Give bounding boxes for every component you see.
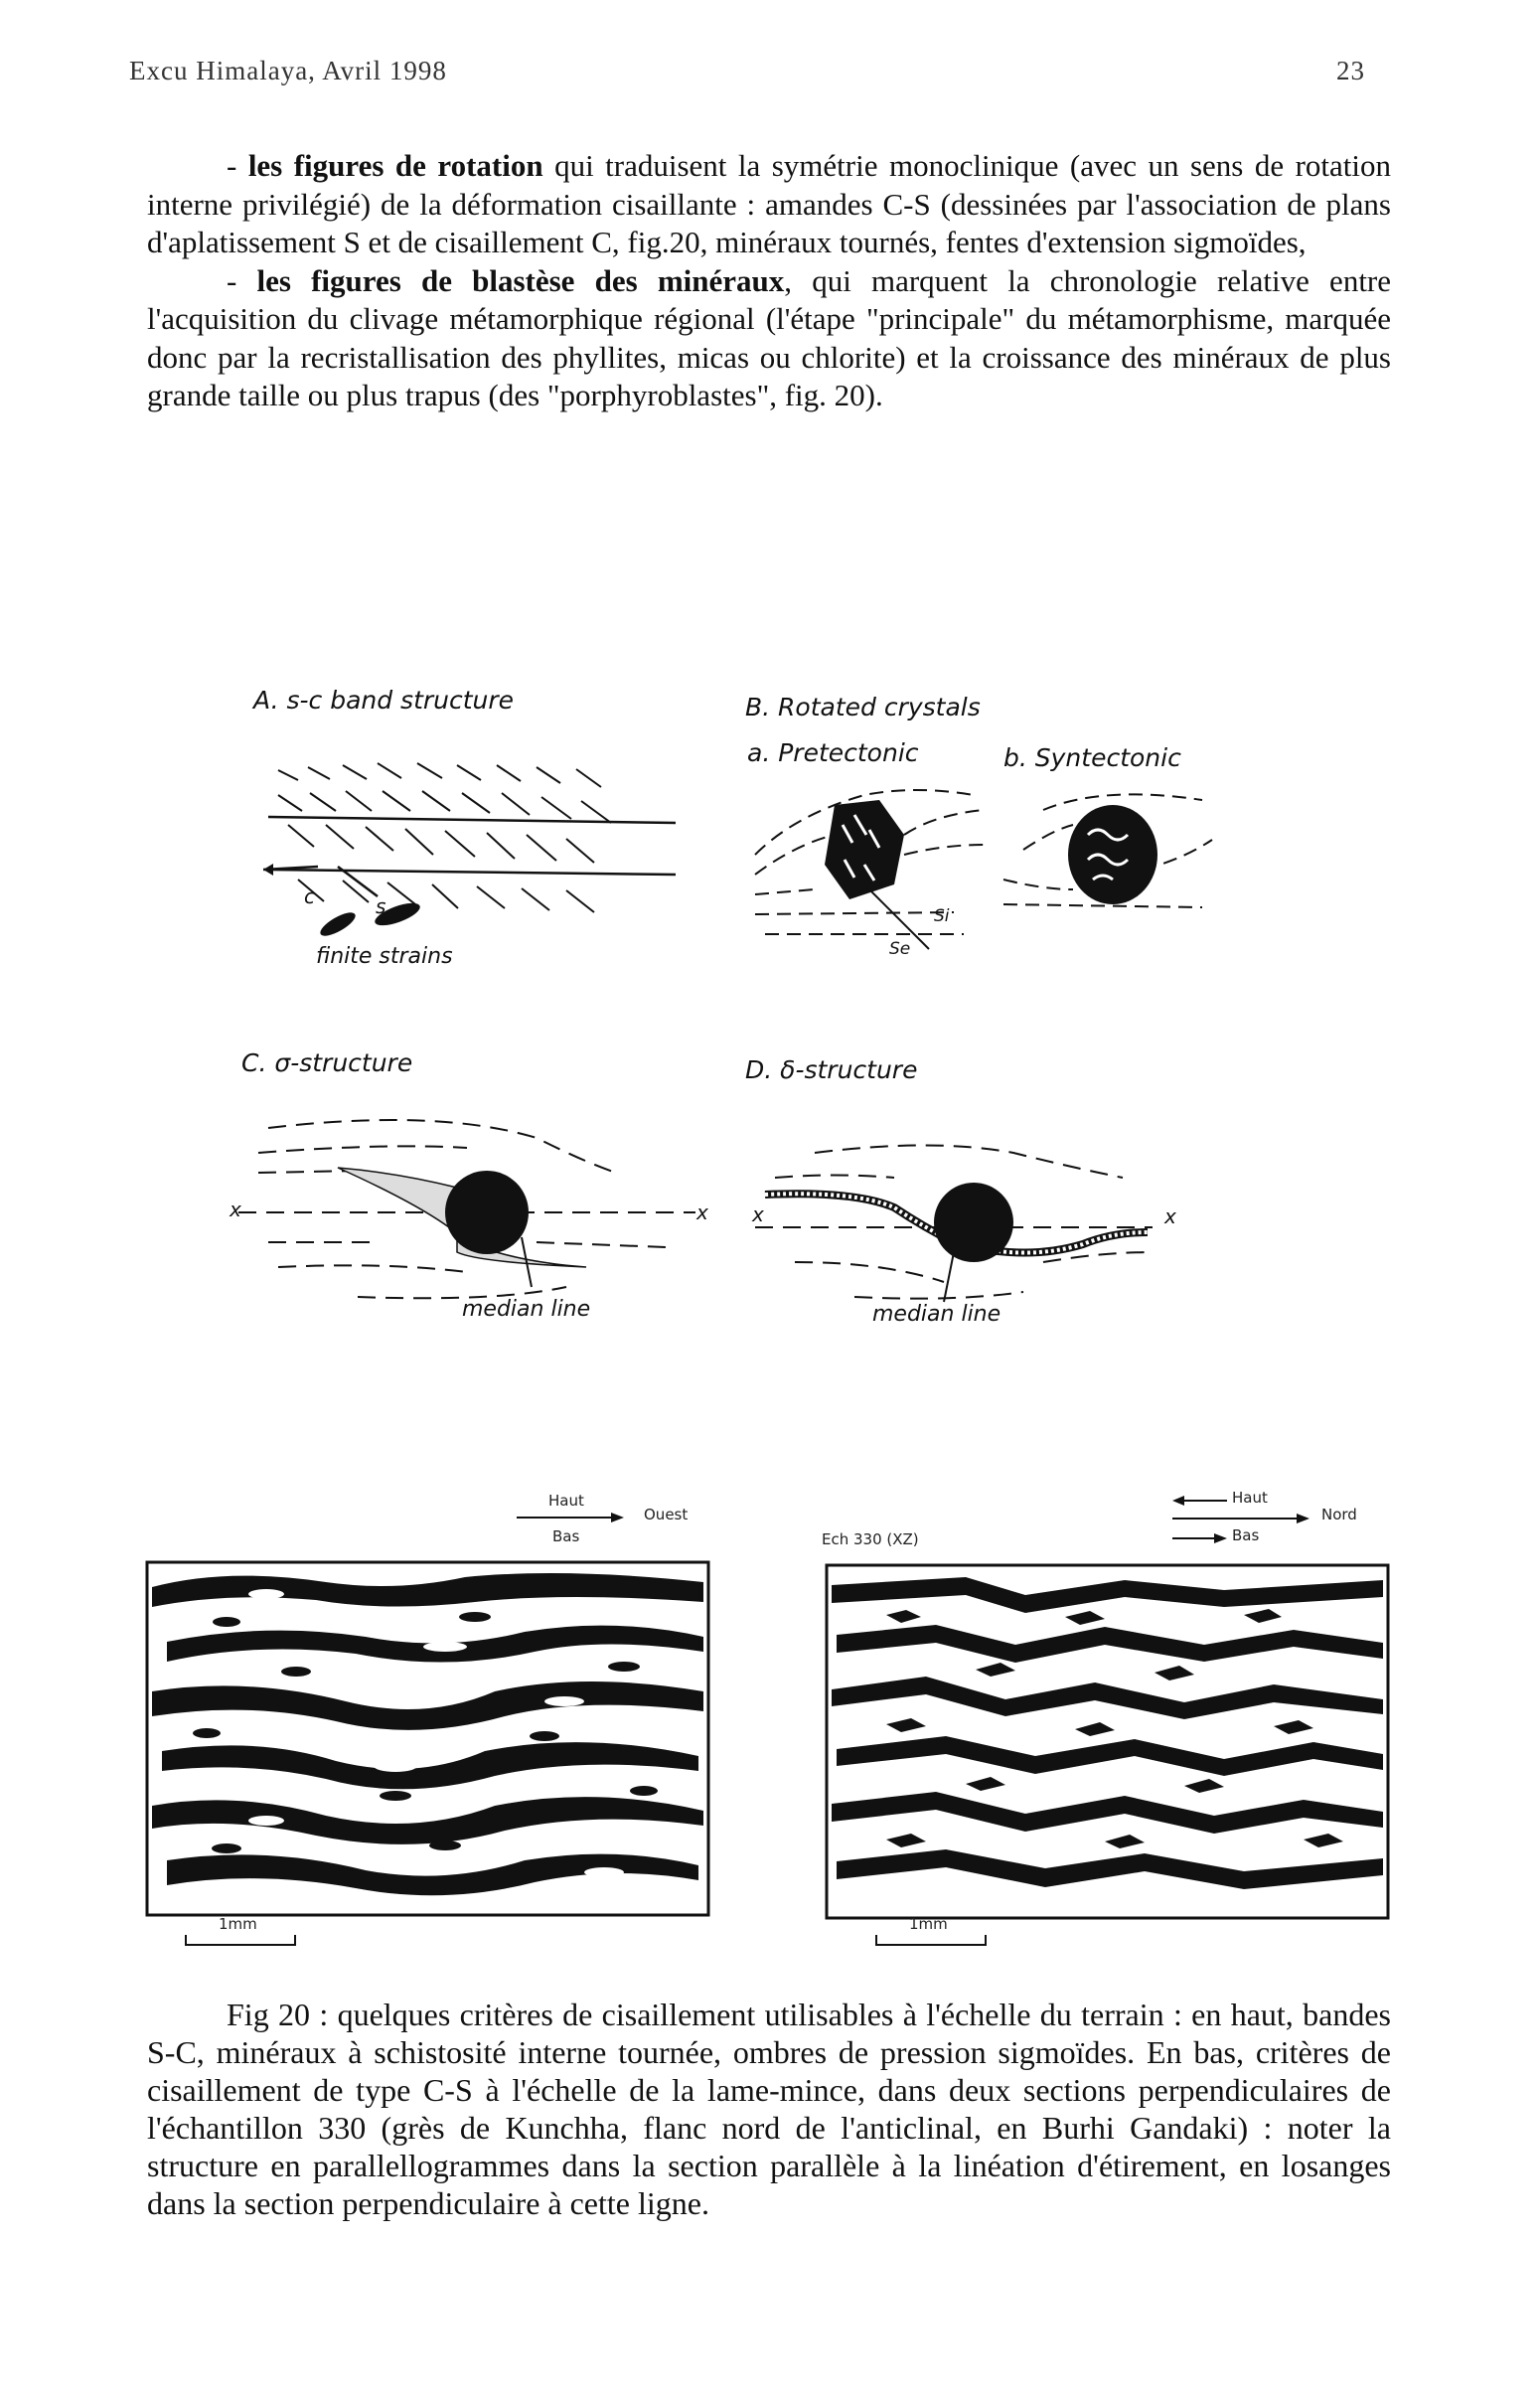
panel-d-drawing — [755, 1133, 1172, 1312]
thin-section-right — [827, 1565, 1388, 1918]
running-header: Excu Himalaya, Avril 1998 — [129, 56, 447, 85]
panel-b-syntectonic-drawing — [1003, 780, 1222, 949]
thin-right-bas: Bas — [1232, 1526, 1260, 1544]
panel-d-median-label: median line — [872, 1302, 1001, 1327]
paragraph-blastese: - les figures de blastèse des minéraux, qui marquent la chronologie relative entre l'acquisition du clivage métamorphique régional (l'étape "principale" du métamorphisme, marquée donc par la recristallisation des phyllites, micas ou chlorite) et la croissance des minéraux de plus grande taille ou plus trapus (des "porphyroblastes", fig. 20). — [147, 262, 1392, 412]
figure-caption: Fig 20 : quelques critères de cisaillement utilisables à l'échelle du terrain : en haut, bandes S-C, minéraux à schistosité interne tournée, ombres de pression sigmoïdes. En bas, critères de cisaillement de type C-S à l'échelle de la lame-mince, dans deux sections perpendiculaires de l'échantillon 330 (grès de Kunchha, flanc nord de l'anticlinal, en Burhi Gandaki) : noter la structure en parallellogrammes dans la section parallèle à la linéation d'étirement, en losanges dans la section perpendiculaire à cette ligne. — [147, 1997, 1391, 2221]
page-number: 23 — [1336, 56, 1365, 85]
thin-right-direction: Nord — [1321, 1506, 1357, 1523]
thin-left-bas: Bas — [552, 1527, 580, 1545]
panel-b-pretectonic: a. Pretectonic — [747, 738, 919, 767]
panel-a-drawing — [268, 755, 686, 954]
paragraph-rotation-bold: les figures de rotation — [247, 148, 543, 183]
thin-left-haut: Haut — [548, 1492, 584, 1510]
panel-b-se-label: Se — [889, 939, 911, 959]
paragraph-blastese-bold: les figures de blastèse des minéraux — [256, 262, 785, 298]
thin-right-arrow-up — [1172, 1496, 1227, 1506]
thin-left-scale-bar — [184, 1933, 303, 1947]
panel-b-pretectonic-drawing — [755, 775, 994, 954]
panel-a-s-label: s — [376, 894, 386, 918]
panel-d-title: D. δ-structure — [745, 1055, 918, 1084]
panel-c-median-label: median line — [462, 1297, 591, 1322]
panel-a-c-label: c — [304, 884, 315, 908]
panel-d-x-right: x — [1164, 1204, 1176, 1228]
thin-left-arrow — [517, 1513, 626, 1522]
thin-right-scale-bar — [874, 1933, 994, 1947]
panel-c-title: C. σ-structure — [241, 1048, 413, 1077]
panel-b-syntectonic: b. Syntectonic — [1003, 743, 1181, 772]
thin-right-scale: 1mm — [909, 1915, 948, 1933]
panel-d-x-left: x — [752, 1202, 764, 1226]
thin-section-left — [147, 1562, 708, 1915]
panel-c-x-right: x — [696, 1200, 708, 1224]
thin-left-scale: 1mm — [219, 1915, 257, 1933]
body-text — [147, 147, 1391, 415]
panel-c-drawing — [238, 1113, 715, 1302]
panel-b-si-label: Si — [934, 906, 950, 926]
panel-a-strains-label: finite strains — [316, 944, 453, 969]
thin-right-sample: Ech 330 (XZ) — [822, 1530, 919, 1548]
panel-c-x-left: x — [230, 1198, 241, 1221]
panel-b-title: B. Rotated crystals — [745, 693, 981, 721]
thin-right-arrow-main — [1172, 1514, 1311, 1523]
thin-right-arrow-down — [1172, 1533, 1227, 1543]
panel-a-title: A. s-c band structure — [253, 686, 515, 715]
thin-left-direction: Ouest — [644, 1506, 689, 1523]
paragraph-rotation: - les figures de rotation qui traduisent la symétrie monoclinique (avec un sens de rotation interne privilégié) de la déformation cisaillante : amandes C-S (dessinées par l'association de plans d'aplatissement S et de cisaillement C, fig.20, minéraux tournés, fentes d'extension sigmoïdes, — [147, 148, 1391, 259]
thin-right-haut: Haut — [1232, 1489, 1268, 1507]
